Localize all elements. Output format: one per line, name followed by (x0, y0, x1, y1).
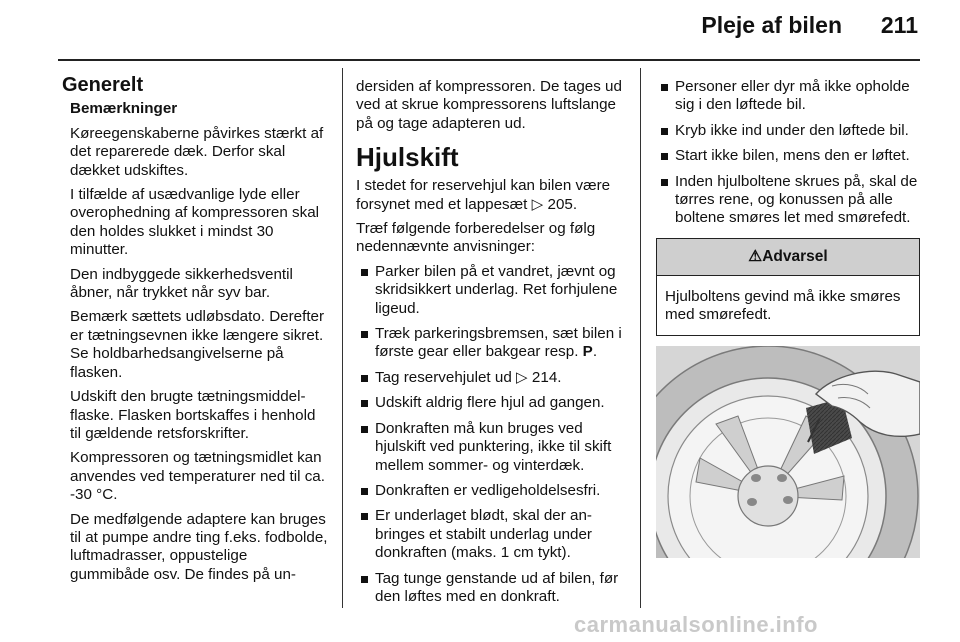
list-item (356, 394, 626, 412)
list-item (656, 122, 922, 140)
notes-block (62, 100, 328, 584)
page-ref-arrow-icon: ▷ (516, 368, 528, 386)
wheel-cover-illustration (656, 346, 920, 558)
paragraph: Bemærk sættets udløbsdato. Derefter er tætningsevnen ikke længere sikret. Se holdbarhedsangivelserne på flasken. (70, 308, 325, 381)
list-item (656, 147, 922, 165)
list-item (356, 507, 626, 562)
watermark: carmanualsonline.info (574, 612, 818, 637)
list-item-text: Inden hjulboltene skrues på, skal de tørres rene, og konussen på alle boltene smøres let med smørefedt. (675, 172, 918, 227)
list-item (356, 325, 626, 362)
column-divider-right (640, 68, 641, 608)
warning-triangle-icon: ⚠ (748, 247, 763, 265)
paragraph-continuation: dersiden af kompressoren. De tages ud ved at skrue kompressorens luftslange på og tage adapteren ud. (356, 78, 622, 132)
list-item (356, 482, 626, 500)
bullet-square-icon (361, 488, 368, 495)
heading-hjulskift: Hjulskift (356, 142, 459, 173)
notes-title: Bemærkninger (70, 100, 178, 118)
paragraph: I tilfælde af usædvanlige lyde eller overophedning af kompressoren skal den holdes slukket i mindst 30 minutter. (70, 186, 320, 259)
intro-paragraph (356, 177, 626, 214)
page-number: 211 (880, 12, 918, 38)
list-item-text: Personer eller dyr må ikke opholde sig i den løftede bil. (675, 78, 910, 114)
list-item (356, 570, 626, 607)
list-item-text: Kryb ikke ind under den løftede bil. (675, 121, 909, 139)
bullet-square-icon (361, 269, 368, 276)
column-divider-left (342, 68, 343, 608)
list-item-text: Donkraften er vedligeholdelsesfri. (375, 481, 601, 499)
column-3 (656, 78, 922, 558)
list-item-tail: . (592, 343, 598, 361)
column-2 (356, 78, 626, 613)
safety-list (656, 78, 922, 228)
paragraph: Den indbyggede sikkerhedsventil åbner, når trykket når syv bar. (70, 265, 293, 302)
list-item (356, 369, 626, 387)
list-item (356, 263, 626, 318)
column-1 (62, 76, 328, 590)
list-item-text: Tag tunge genstande ud af bilen, før den løftes med en donkraft. (375, 569, 619, 605)
paragraph: De medfølgende adaptere kan bruges til at pumpe andre ting f.eks. fodbolde, luftmadrasser, oppustelige gummibåde osv. De findes på un- (70, 510, 328, 583)
warning-header (657, 239, 919, 276)
bullet-square-icon (661, 153, 668, 160)
prep-paragraph: Træf følgende forberedelser og følg nedennævnte anvisninger: (356, 220, 596, 256)
list-item-text: Donkraften må kun bruges ved hjulskift ved punktering, ikke til skift mellem sommer- og vinterdæk. (375, 419, 612, 474)
wheel-illustration-svg (656, 346, 920, 558)
warning-text: Hjulboltens gevind må ikke smøres med smørefedt. (665, 287, 901, 324)
intro-text: I stedet for reservehjul kan bilen være forsynet med et lappesæt (356, 177, 611, 213)
instruction-list (356, 263, 626, 607)
list-item-text: Træk parkeringsbremsen, sæt bilen i første gear eller bakgear resp. (375, 325, 622, 361)
bullet-square-icon (661, 179, 668, 186)
page-ref-link[interactable]: 214. (531, 368, 562, 386)
bullet-square-icon (661, 84, 668, 91)
bullet-square-icon (361, 400, 368, 407)
list-item (656, 173, 922, 228)
bullet-square-icon (361, 331, 368, 338)
page-header-title: Pleje af bilen (701, 12, 842, 38)
paragraph: Kompressoren og tætningsmidlet kan anvendes ved temperaturer ned til ca. -30 °C. (70, 449, 325, 504)
bullet-square-icon (361, 375, 368, 382)
paragraph: Udskift den brugte tætningsmiddelflaske. Flasken bortskaffes i henhold til gældende retsforskrifter. (70, 388, 316, 442)
list-item-text: Tag reservehjulet ud (375, 368, 516, 386)
list-item (656, 78, 922, 115)
bullet-square-icon (361, 576, 368, 583)
gear-p-label: P (582, 343, 593, 361)
page-ref-arrow-icon: ▷ (531, 195, 544, 213)
warning-box (656, 238, 920, 336)
list-item-text: Start ikke bilen, mens den er løftet. (675, 147, 910, 165)
warning-title: Advarsel (762, 247, 828, 265)
paragraph: Køreegenskaberne påvirkes stærkt af det reparerede dæk. Derfor skal dækket udskiftes. (70, 124, 324, 179)
list-item (356, 420, 626, 475)
page-ref-link[interactable]: 205. (547, 195, 578, 213)
section-title-generelt: Generelt (62, 74, 144, 96)
list-item-text: Er underlaget blødt, skal der anbringes et stabilt underlag under donkraften (maks. 1 cm tykt). (375, 507, 592, 562)
bullet-square-icon (361, 513, 368, 520)
list-item-text: Parker bilen på et vandret, jævnt og skridsikkert underlag. Ret forhjulene ligeud. (375, 262, 618, 317)
list-item-text: Udskift aldrig flere hjul ad gangen. (375, 394, 605, 412)
bullet-square-icon (661, 128, 668, 135)
header-rule (58, 59, 920, 61)
bullet-square-icon (361, 426, 368, 433)
